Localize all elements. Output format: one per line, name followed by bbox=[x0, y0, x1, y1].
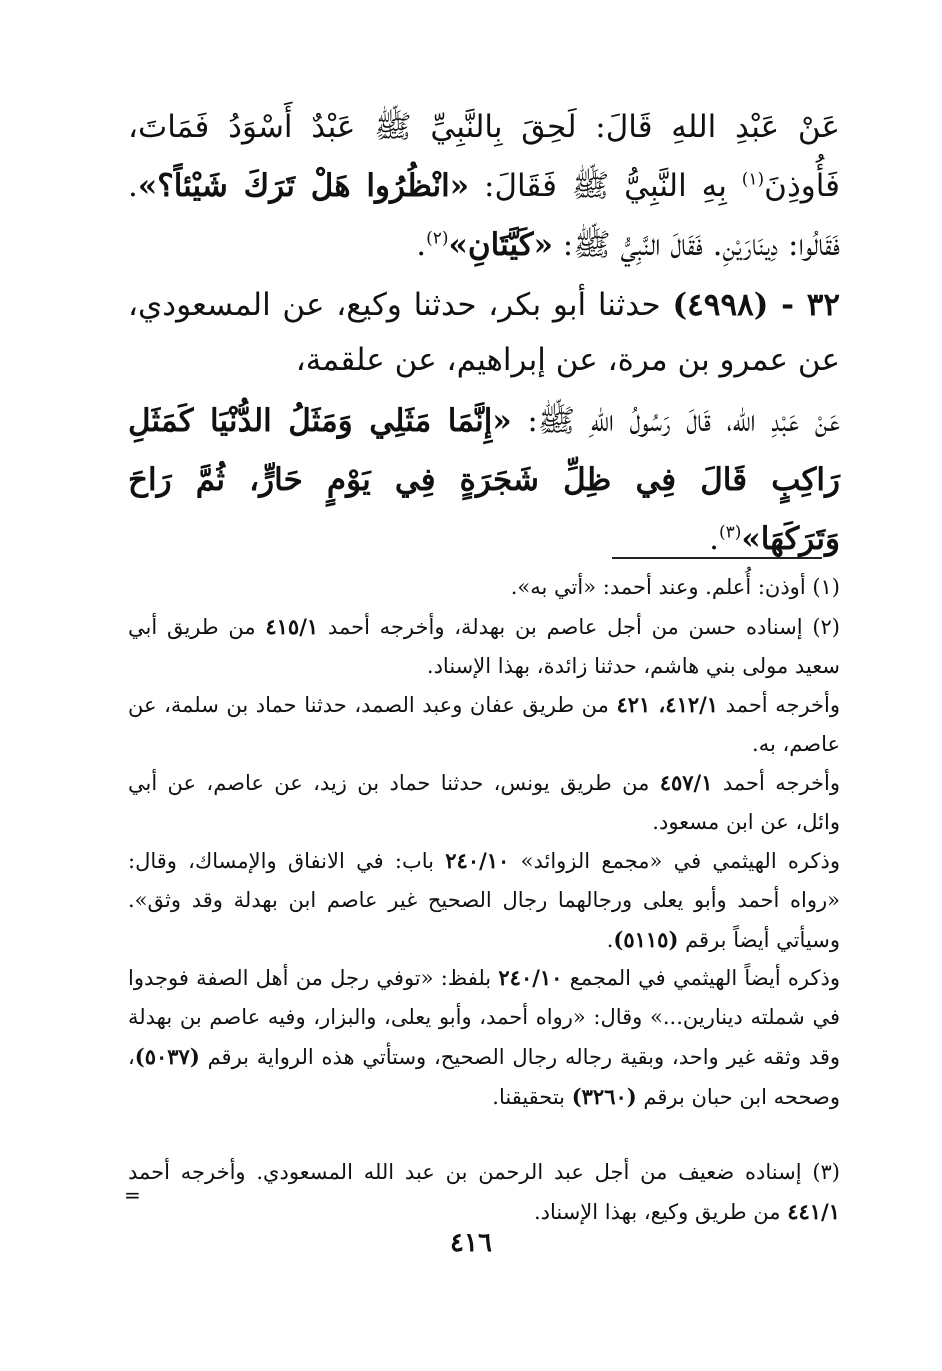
punctuation: . bbox=[709, 521, 719, 557]
footnote-text: من طريق عفان وعبد الصمد، حدثنا حماد بن سلمة، عن عاصم، به. bbox=[128, 693, 840, 756]
footnote-ref: (٢) bbox=[426, 228, 449, 249]
punctuation: . bbox=[416, 227, 427, 263]
footnote-2-cont-b bbox=[128, 763, 840, 842]
footnote-2 bbox=[128, 607, 840, 686]
footnote-2-cont-d bbox=[128, 958, 840, 1117]
page-number: ٤١٦ bbox=[450, 1228, 492, 1258]
footnote-text: (٣) إسناده ضعيف من أجل عبد الرحمن بن عبد الله المسعودي. وأخرجه أحمد bbox=[128, 1160, 840, 1184]
reference-number: (٥١١٥) bbox=[613, 927, 679, 952]
footnote-text: وأخرجه أحمد bbox=[712, 771, 840, 795]
hadith-31-text bbox=[128, 98, 840, 275]
prophetic-quote: «إِنَّمَا مَثَلِي وَمَثَلُ الدُّنْيَا كَمَثَلِ رَاكِبٍ قَالَ فِي ظِلِّ شَجَرَةٍ فِي يَوْمٍ حَارٍّ، ثُمَّ رَاحَ وَتَرَكَهَا» bbox=[128, 403, 840, 557]
reference-number: ٢٤٠/١٠ bbox=[498, 965, 563, 990]
prophetic-quote: «كَيَّتَانِ» bbox=[448, 227, 553, 263]
hadith-number: ٣٢ - (٤٩٩٨) bbox=[672, 287, 840, 323]
footnote-text: (١) أوذن: أُعلم. وعند أحمد: «أتي به». bbox=[510, 575, 840, 599]
footnote-text: وذكره أيضاً الهيثمي في المجمع bbox=[562, 966, 840, 990]
footnote-text: بتحقيقنا. bbox=[492, 1085, 572, 1109]
footnote-text: (٢) إسناده حسن من أجل عاصم بن بهدلة، وأخرجه أحمد bbox=[318, 615, 840, 639]
punctuation: . bbox=[606, 928, 614, 952]
hadith-text: عَنْ عَبْدِ الله، قَالَ رَسُولُ اللهِ ﷺ: bbox=[511, 403, 841, 439]
hadith-text: . فَقَالُوا: دِينَارَيْنِ. فَقَالَ النَّبِيُّ ﷺ: bbox=[128, 168, 840, 263]
reference-number: (٥٠٣٧) bbox=[134, 1044, 200, 1069]
footnote-text: وذكره الهيثمي في «مجمع الزوائد» bbox=[509, 849, 840, 873]
reference-number: ٤١٢/١، ٤٢١ bbox=[616, 692, 719, 717]
hadith-32-matn bbox=[128, 392, 840, 569]
footnote-text: باب: في الانفاق والإمساك، وقال: «رواه أحمد وأبو يعلى ورجالهما رجال الصحيح غير عاصم ابن بهدلة وقد وثق». وسيأتي أيضاً برقم bbox=[128, 849, 840, 952]
prophetic-quote: «انْظُرُوا هَلْ تَرَكَ شَيْئاً؟» bbox=[137, 168, 470, 204]
footnote-text: ، وصححه ابن حبان برقم bbox=[128, 1045, 840, 1109]
footnote-text: بلفظ: «توفي رجل من أهل الصفة فوجدوا في شملته دينارين...» وقال: «رواه أحمد، وأبو يعلى، والبزار، وفيه عاصم بن بهدلة وقد وثقه غير واحد، وبقية رجاله رجال الصحيح، وستأتي هذه الرواية برقم bbox=[128, 966, 840, 1069]
footnote-text: وأخرجه أحمد bbox=[718, 693, 840, 717]
footnote-2-cont-c bbox=[128, 841, 840, 960]
reference-number: (٣٢٦٠) bbox=[571, 1084, 637, 1109]
reference-number: ٢٤٠/١٠ bbox=[445, 848, 510, 873]
reference-number: ٤٤١/١ bbox=[787, 1199, 840, 1224]
continued-mark: = bbox=[124, 1183, 141, 1207]
hadith-32-isnad bbox=[128, 278, 840, 388]
footnote-text: من طريق أبي سعيد مولى بني هاشم، حدثنا زائدة، بهذا الإسناد. bbox=[128, 615, 840, 678]
footnote-divider bbox=[612, 557, 822, 559]
footnote-text: من طريق وكيع، بهذا الإسناد. bbox=[533, 1200, 788, 1224]
footnote-3 bbox=[128, 1153, 840, 1232]
footnote-1 bbox=[128, 568, 840, 607]
hadith-text: عَنْ عَبْدِ اللهِ قَالَ: لَحِقَ بِالنَّبِيِّ ﷺ عَبْدٌ أَسْوَدُ فَمَاتَ، فَأُوذِنَ bbox=[128, 109, 840, 204]
isnad-text: حدثنا أبو بكر، حدثنا وكيع، عن المسعودي، عن عمرو بن مرة، عن إبراهيم، عن علقمة، bbox=[128, 287, 840, 378]
footnote-ref: (٣) bbox=[719, 522, 742, 543]
footnote-2-cont-a bbox=[128, 685, 840, 764]
reference-number: ٤٥٧/١ bbox=[659, 770, 713, 795]
footnote-ref: (١) bbox=[741, 169, 765, 190]
reference-number: ٤١٥/١ bbox=[265, 614, 319, 639]
footnote-text: من طريق يونس، حدثنا حماد بن زيد، عن عاصم، عن أبي وائل، عن ابن مسعود. bbox=[128, 771, 840, 834]
hadith-text: بِهِ النَّبِيُّ ﷺ فَقَالَ: bbox=[469, 168, 742, 204]
